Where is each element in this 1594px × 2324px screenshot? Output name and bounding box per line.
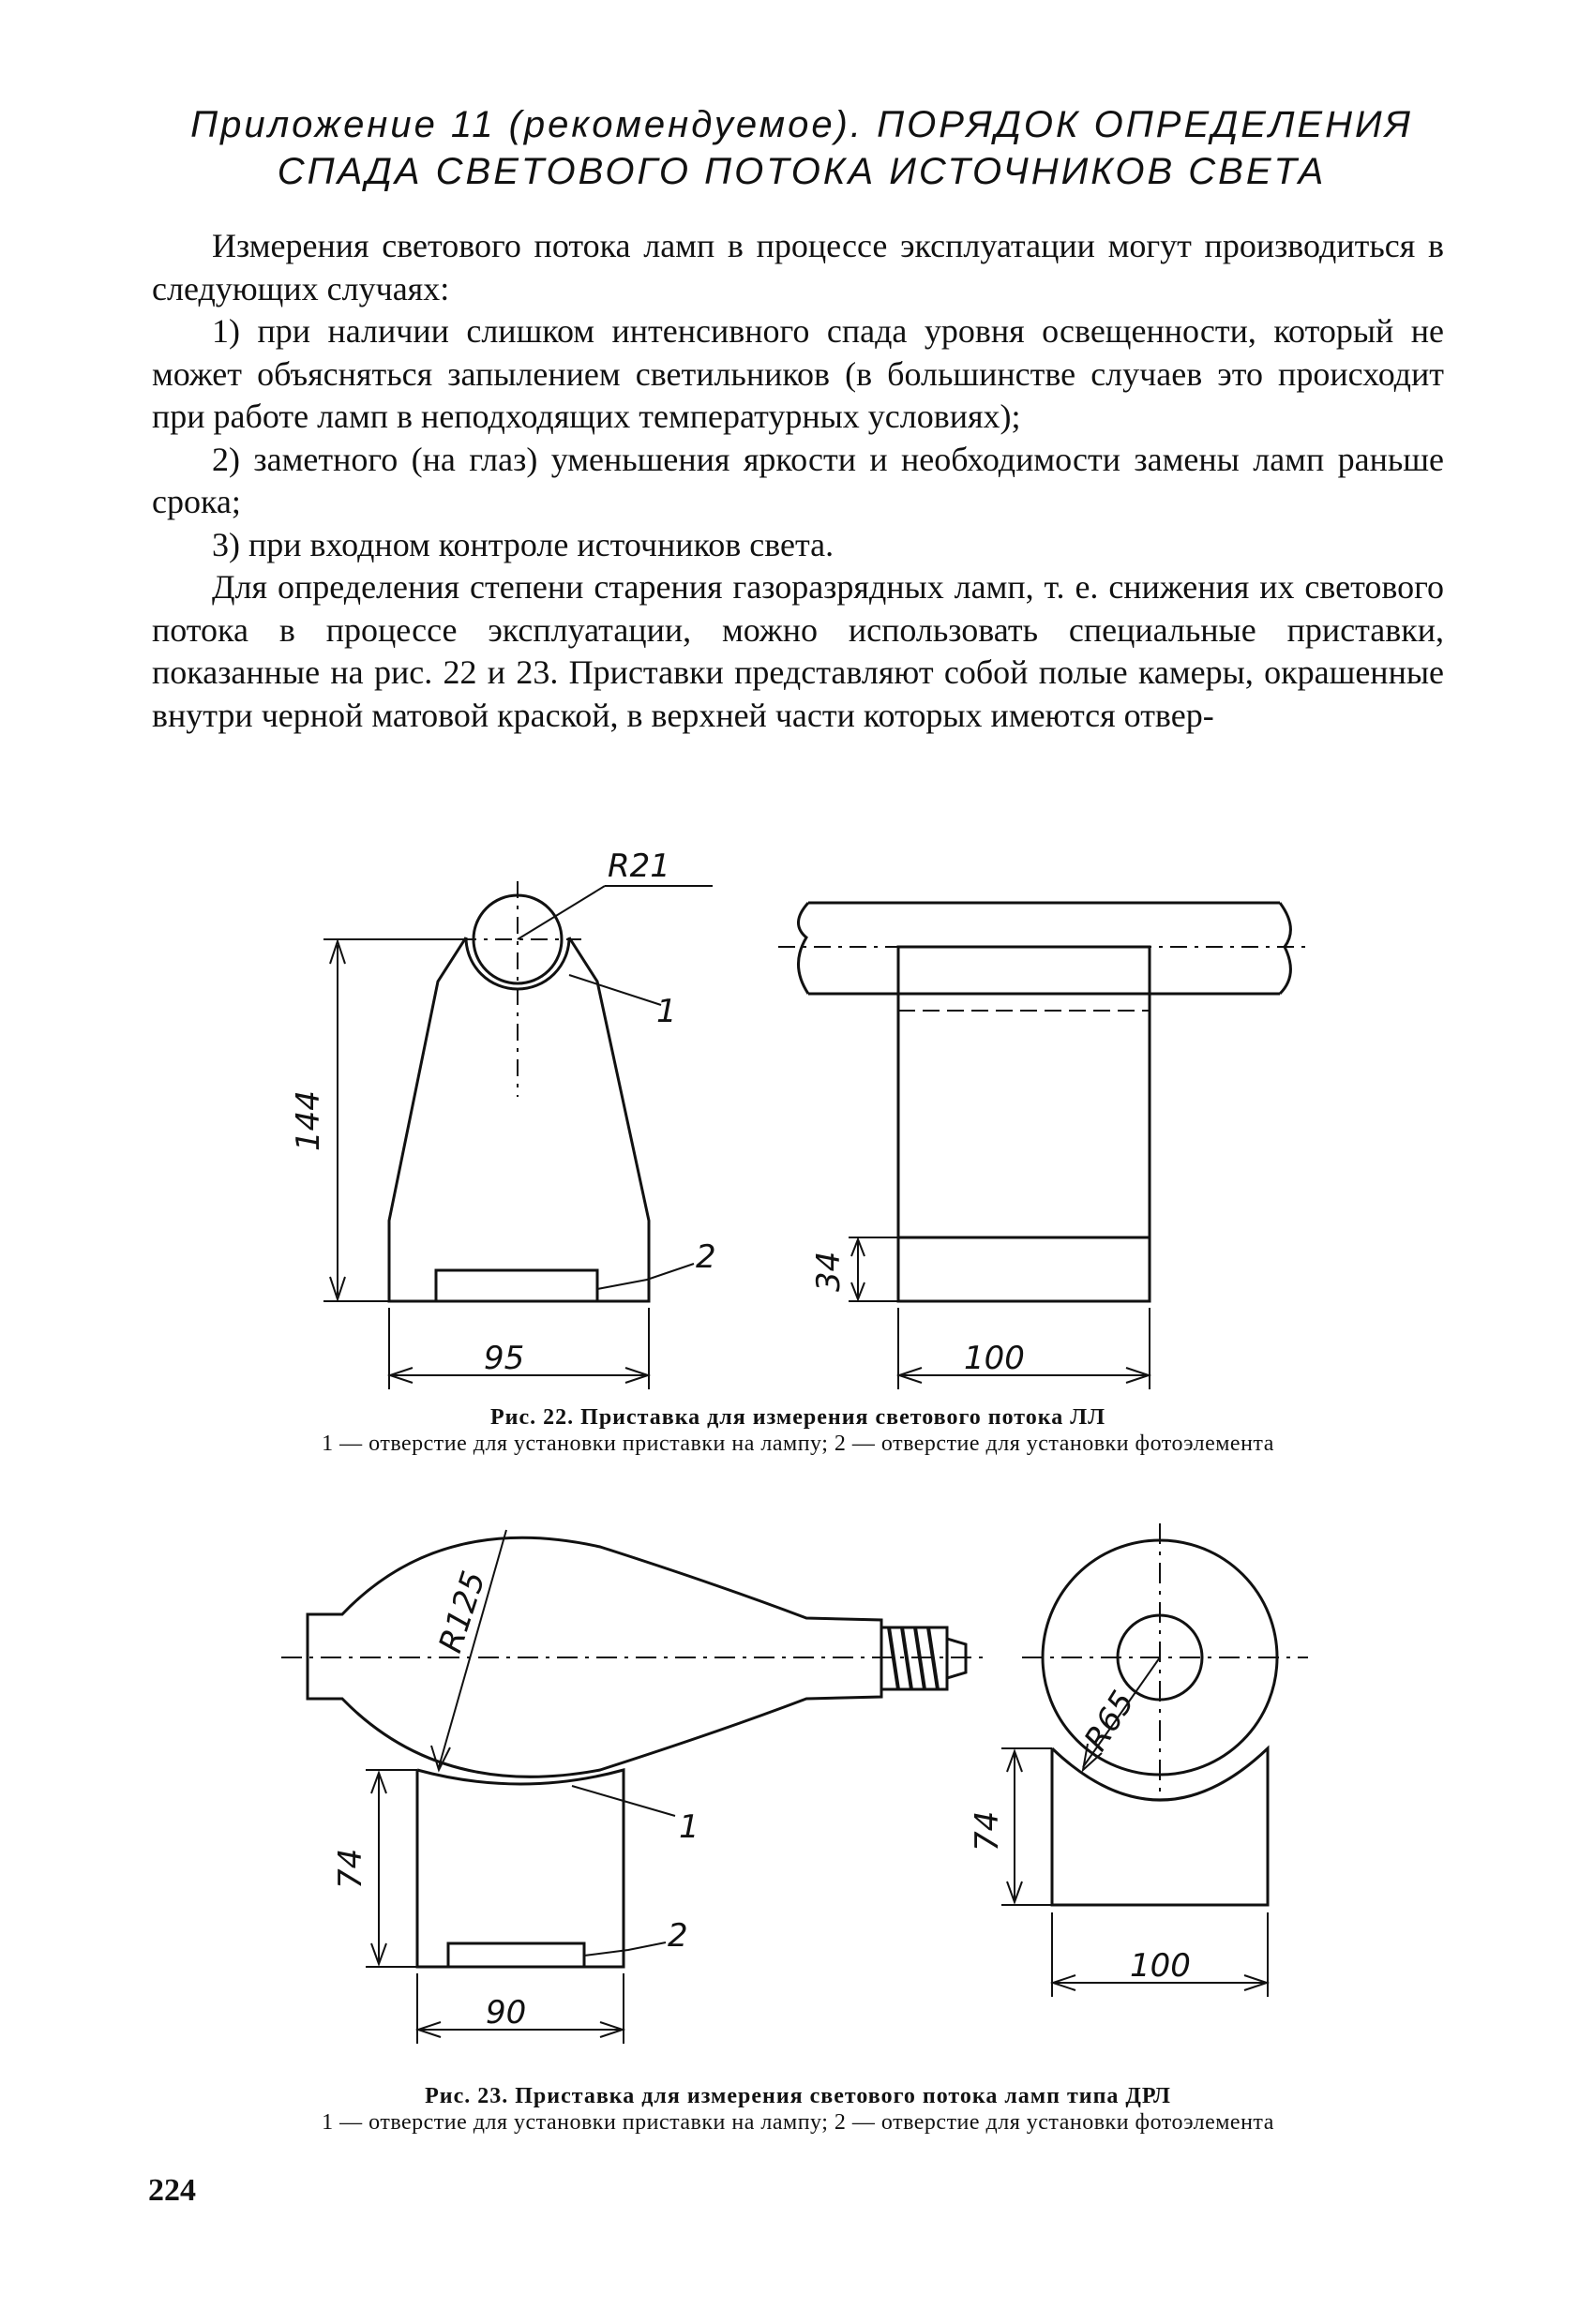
figure-22-caption bbox=[152, 1406, 1444, 1455]
list-item-1: 1) при наличии слишком интенсивного спада уровня освещенности, который не может объясняться запылением светильников (в большинстве случаев это происходит при работе ламп в неподходящих температурных условиях); bbox=[152, 312, 1444, 435]
page-number: 224 bbox=[148, 2173, 196, 2208]
figure-22-drawing bbox=[0, 825, 1594, 1406]
list-item-3: 3) при входном контроле источников света. bbox=[212, 525, 835, 563]
fig22-label-34: 34 bbox=[810, 1251, 848, 1292]
fig23-caption-head: Рис. 23. Приставка для измерения светового потока ламп типа ДРЛ bbox=[425, 2084, 1171, 2108]
fig22-label-144: 144 bbox=[290, 1090, 327, 1151]
list-item-2: 2) заметного (на глаз) уменьшения яркости и необходимости замены ламп раньше срока; bbox=[152, 440, 1444, 520]
fig22-body-front bbox=[898, 947, 1150, 1301]
fig23-label-74-end: 74 bbox=[969, 1810, 1006, 1852]
fig22-label-2: 2 bbox=[696, 1238, 716, 1276]
fig23-label-2: 2 bbox=[668, 1917, 688, 1955]
fig22-label-100: 100 bbox=[964, 1340, 1025, 1377]
appendix-title-line-1: Приложение 11 (рекомендуемое). ПОРЯДОК ОПРЕДЕЛЕНИЯ bbox=[190, 104, 1413, 145]
paragraph-intro: Измерения светового потока ламп в процессе эксплуатации могут производиться в следующих случаях: bbox=[152, 227, 1444, 307]
paragraph-aging: Для определения степени старения газоразрядных ламп, т. е. снижения их светового потока в процессе эксплуатации, можно использовать специальные приставки, показанные на рис. 22 и 23. Приставки представляют собой полые камеры, окрашенные внутри черной матовой краской, в верхней части которых имеются отвер- bbox=[152, 568, 1444, 734]
fig22-photocell-slot bbox=[436, 1270, 597, 1301]
fig23-label-90: 90 bbox=[486, 1994, 527, 2032]
fig23-caption-body: 1 — отверстие для установки приставки на лампу; 2 — отверстие для установки фотоэлемента bbox=[322, 2110, 1274, 2135]
fig23-label-100: 100 bbox=[1130, 1947, 1191, 1985]
fig22-label-r21: R21 bbox=[608, 847, 670, 885]
fig23-label-1: 1 bbox=[679, 1808, 699, 1846]
fig23-box-side bbox=[417, 1770, 624, 1967]
fig22-body-side bbox=[389, 937, 649, 1301]
body-text bbox=[152, 225, 1444, 737]
appendix-title-line-2: СПАДА СВЕТОВОГО ПОТОКА ИСТОЧНИКОВ СВЕТА bbox=[277, 151, 1327, 192]
fig22-caption-body: 1 — отверстие для установки приставки на лампу; 2 — отверстие для установки фотоэлемента bbox=[322, 1432, 1274, 1456]
fig22-label-1: 1 bbox=[656, 993, 677, 1030]
fig22-label-95: 95 bbox=[484, 1340, 525, 1377]
fig23-label-r65: R65 bbox=[1076, 1684, 1143, 1758]
fig23-label-r125: R125 bbox=[431, 1567, 493, 1657]
figure-23-drawing bbox=[0, 1519, 1594, 2100]
fig23-label-74-side: 74 bbox=[332, 1848, 369, 1889]
fig22-caption-head: Рис. 22. Приставка для измерения светового потока ЛЛ bbox=[490, 1405, 1105, 1430]
fig23-photocell-slot bbox=[448, 1943, 584, 1967]
figure-23-caption bbox=[152, 2085, 1444, 2134]
